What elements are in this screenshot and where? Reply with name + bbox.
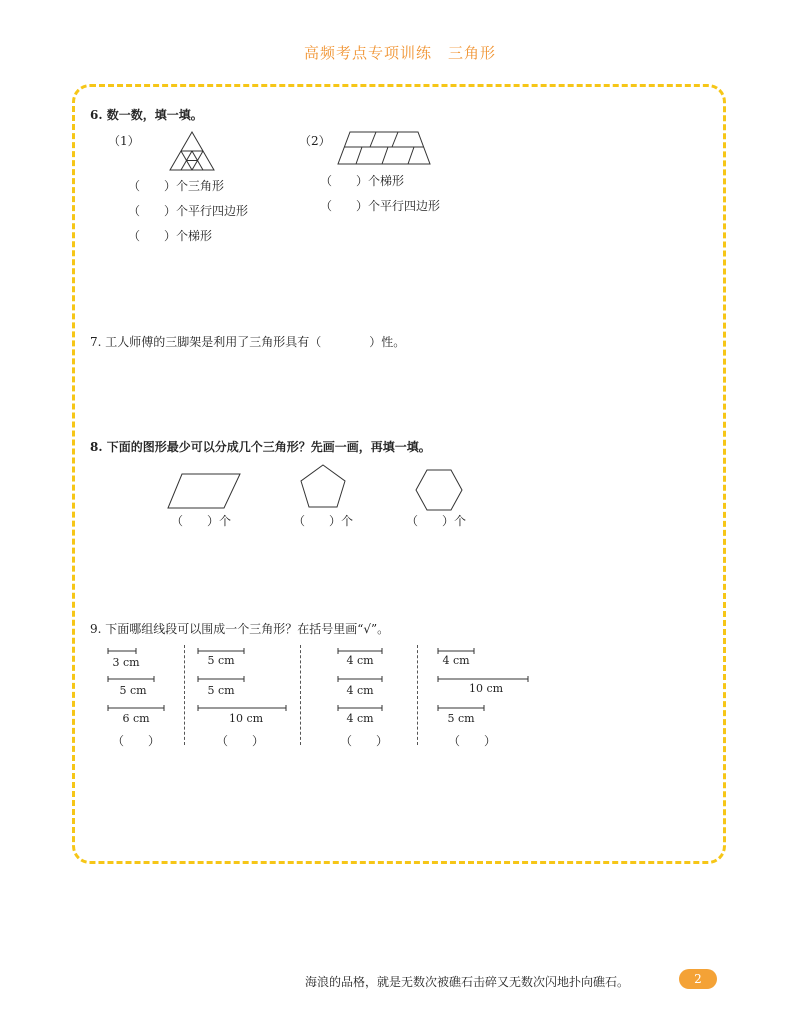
q6-title: 6. 数一数，填一填。: [90, 108, 203, 122]
q6-part2-label: （2）: [299, 134, 331, 148]
segment-label: 6 cm: [122, 712, 150, 725]
page-number-badge: 2: [679, 969, 717, 989]
q9-answer-group4[interactable]: （ ）: [448, 734, 497, 748]
segment-label: 5 cm: [119, 684, 147, 697]
segment-label: 4 cm: [346, 654, 374, 667]
segment-label: 4 cm: [346, 684, 374, 697]
q6-part2-blank-parallelograms[interactable]: （ ）个平行四边形: [320, 199, 441, 213]
hexagon-shape: [414, 468, 464, 512]
q6-part1-blank-triangles[interactable]: （ ）个三角形: [128, 179, 225, 193]
page-header-title: 高频考点专项训练 三角形: [303, 44, 496, 62]
q8-answer-pentagon[interactable]: （ ）个: [293, 514, 354, 528]
q9-title: 9. 下面哪组线段可以围成一个三角形？在括号里画“√”。: [90, 622, 390, 636]
segment-label: 4 cm: [442, 654, 470, 667]
segment-label: 4 cm: [346, 712, 374, 725]
q8-title: 8. 下面的图形最少可以分成几个三角形？先画一画，再填一填。: [90, 440, 431, 454]
q9-answer-group3[interactable]: （ ）: [340, 734, 389, 748]
segment-label: 10 cm: [468, 682, 504, 695]
segment-label: 5 cm: [207, 684, 235, 697]
q8-answer-hexagon[interactable]: （ ）个: [406, 514, 467, 528]
q6-part1-label: （1）: [108, 134, 140, 148]
parallelogram-shape: [166, 472, 242, 510]
segment-label: 10 cm: [228, 712, 264, 725]
q6-part2-blank-trapezoids[interactable]: （ ）个梯形: [320, 174, 405, 188]
triangle-figure: [168, 130, 216, 172]
segment-label: 5 cm: [207, 654, 235, 667]
pentagon-shape: [298, 463, 348, 509]
q7-text: 7. 工人师傅的三脚架是利用了三角形具有（ ）性。: [90, 335, 406, 349]
q6-part1-blank-trapezoids[interactable]: （ ）个梯形: [128, 229, 213, 243]
segment-label: 5 cm: [447, 712, 475, 725]
q9-answer-group1[interactable]: （ ）: [112, 734, 161, 748]
q6-part1-blank-parallelograms[interactable]: （ ）个平行四边形: [128, 204, 249, 218]
q8-answer-parallelogram[interactable]: （ ）个: [171, 514, 232, 528]
trapezoid-figure: [336, 130, 432, 166]
footer-quote: 海浪的品格，就是无数次被礁石击碎又无数次闪地扑向礁石。: [305, 975, 630, 989]
segment-label: 3 cm: [112, 656, 140, 669]
q9-answer-group2[interactable]: （ ）: [216, 734, 265, 748]
